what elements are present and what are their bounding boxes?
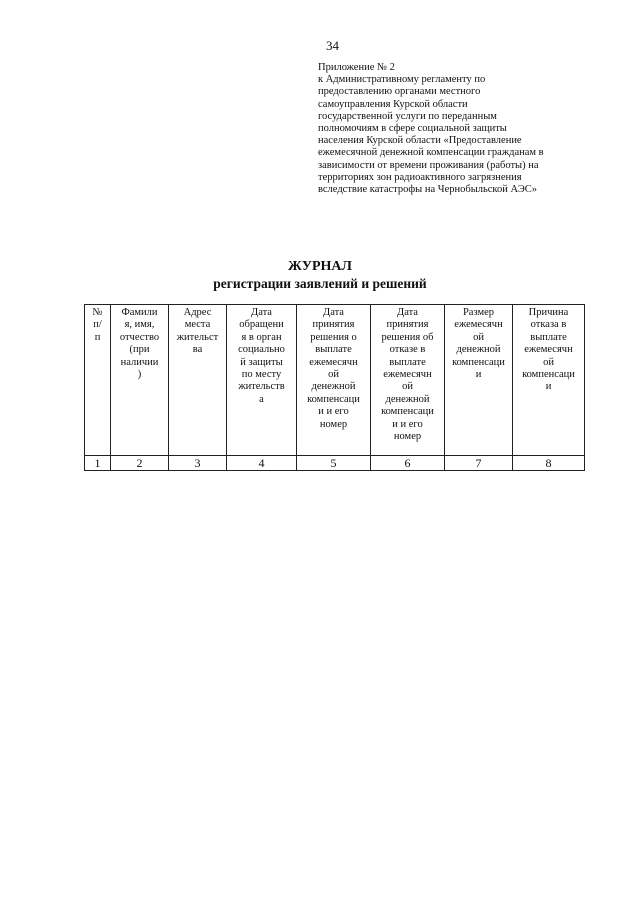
header-cell-compensation-amount: Размер ежемесячн ой денежной компенсаци и [445,305,513,456]
appendix-line: предоставлению органами местного [318,86,481,98]
header-cell-number: № п/ п [85,305,111,456]
column-number-cell: 5 [297,456,371,471]
appendix-line: населения Курской области «Предоставление [318,135,522,147]
appendix-line: полномочиям в сфере социальной защиты [318,123,507,135]
header-cell-payment-decision: Дата принятия решения о выплате ежемесячн ой денежной компенсаци и и его номер [297,305,371,456]
table-header-row [85,305,585,456]
journal-title-main: ЖУРНАЛ [288,259,352,274]
appendix-line: к Административному регламенту по [318,74,486,86]
header-cell-address: Адрес места жительст ва [169,305,227,456]
appendix-line: государственной услуги по переданным [318,110,497,122]
header-cell-refusal-decision: Дата принятия решения об отказе в выплате ежемесячн ой денежной компенсаци и и его номер [371,305,445,456]
column-number-cell: 8 [513,456,585,471]
appendix-line: вследствие катастрофы на Чернобыльской АЭС» [318,184,538,196]
appendix-line: зависимости от времени проживания (работы) на [318,159,539,171]
column-number-cell: 2 [111,456,169,471]
appendix-line: ежемесячной денежной компенсации гражданам в [318,147,544,159]
table-numbering-row [85,456,585,471]
column-number-cell: 7 [445,456,513,471]
header-cell-application-date: Дата обращени я в орган социально й защиты по месту жительств а [227,305,297,456]
registration-journal-table [84,304,585,471]
column-number-cell: 6 [371,456,445,471]
column-number-cell: 4 [227,456,297,471]
header-cell-refusal-reason: Причина отказа в выплате ежемесячн ой компенсаци и [513,305,585,456]
column-number-cell: 1 [85,456,111,471]
appendix-line: самоуправления Курской области [318,98,468,110]
column-number-cell: 3 [169,456,227,471]
appendix-block [318,62,588,196]
journal-title-sub: регистрации заявлений и решений [213,276,427,291]
journal-title [0,258,640,292]
page-number: 34 [326,38,339,53]
header-cell-full-name: Фамили я, имя, отчество (при наличии ) [111,305,169,456]
appendix-line: Приложение № 2 [318,62,395,73]
appendix-line: территориях зон радиоактивного загрязнения [318,171,522,183]
